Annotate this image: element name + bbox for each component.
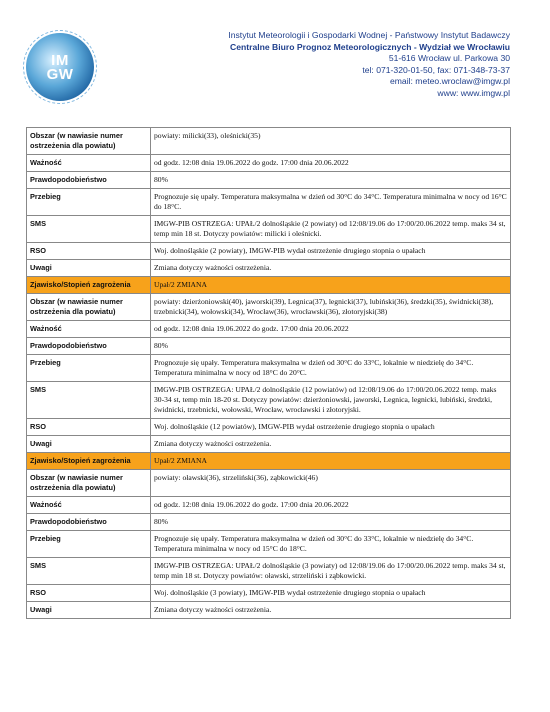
logo-text-top: IM — [51, 52, 69, 69]
imgw-logo-icon — [26, 33, 94, 101]
table-row — [27, 128, 511, 155]
table-row — [27, 260, 511, 277]
institute-name: Instytut Meteorologii i Gospodarki Wodnej - Państwowy Instytut Badawczy — [228, 30, 510, 40]
document-header — [0, 0, 550, 128]
table-row — [27, 470, 511, 497]
row-label: Prawdopodobieństwo — [27, 514, 151, 531]
table-row — [27, 419, 511, 436]
row-value: Woj. dolnośląskie (2 powiaty), IMGW-PIB wydał ostrzeżenie drugiego stopnia o upałach — [151, 243, 511, 260]
phone-fax: tel: 071-320-01-50, fax: 071-348-73-37 — [362, 64, 510, 75]
row-label: RSO — [27, 585, 151, 602]
table-row — [27, 382, 511, 419]
institute-info — [228, 30, 510, 99]
row-label: SMS — [27, 382, 151, 419]
table-row — [27, 602, 511, 619]
row-label: Uwagi — [27, 436, 151, 453]
warning-table — [26, 127, 511, 619]
row-label: Obszar (w nawiasie numer ostrzeżenia dla powiatu) — [27, 470, 151, 497]
row-value: powiaty: oławski(36), strzeliński(36), ząbkowicki(46) — [151, 470, 511, 497]
table-row — [27, 189, 511, 216]
row-value: 80% — [151, 514, 511, 531]
row-value: IMGW-PIB OSTRZEGA: UPAŁ/2 dolnośląskie (3 powiaty) od 12:08/19.06 do 17:00/20.06.2022 temp. maks 34 st, temp min 18 st. Dotyczy powiatów: oławski, strzeliński i ząbkowicki. — [151, 558, 511, 585]
table-row — [27, 338, 511, 355]
row-label: Ważność — [27, 497, 151, 514]
website: www: www.imgw.pl — [437, 87, 510, 98]
row-label: Ważność — [27, 155, 151, 172]
row-value: Prognozuje się upały. Temperatura maksymalna w dzień od 30°C do 33°C, lokalnie w niedzielę do 34°C. Temperatura minimalna w nocy od 15°C do 18°C. — [151, 531, 511, 558]
row-value: IMGW-PIB OSTRZEGA: UPAŁ/2 dolnośląskie (12 powiatów) od 12:08/19.06 do 17:00/20.06.2022 temp. maks 30-34 st, temp min 18-20 st. Dotyczy powiatów: dzierżoniowski, jaworski, Legnica, legnicki, lubiński, średzki, świdnicki, trzebnicki, wołowski, Wrocław, wrocławski i złotoryjski. — [151, 382, 511, 419]
row-value: Zmiana dotyczy ważności ostrzeżenia. — [151, 602, 511, 619]
row-label: Zjawisko/Stopień zagrożenia — [27, 277, 151, 294]
row-value: Upał/2 ZMIANA — [151, 277, 511, 294]
row-value: Zmiana dotyczy ważności ostrzeżenia. — [151, 436, 511, 453]
row-label: Przebieg — [27, 355, 151, 382]
row-label: Obszar (w nawiasie numer ostrzeżenia dla powiatu) — [27, 128, 151, 155]
row-value: od godz. 12:08 dnia 19.06.2022 do godz. 17:00 dnia 20.06.2022 — [151, 497, 511, 514]
row-label: Uwagi — [27, 260, 151, 277]
row-label: Ważność — [27, 321, 151, 338]
address: 51-616 Wrocław ul. Parkowa 30 — [388, 53, 510, 63]
row-value: Prognozuje się upały. Temperatura maksymalna w dzień od 30°C do 34°C. Temperatura minimalna w nocy od 16°C do 18°C. — [151, 189, 511, 216]
row-value: powiaty: milicki(33), oleśnicki(35) — [151, 128, 511, 155]
table-row — [27, 321, 511, 338]
row-label: RSO — [27, 243, 151, 260]
table-row — [27, 514, 511, 531]
table-row — [27, 436, 511, 453]
table-row — [27, 558, 511, 585]
row-label: Prawdopodobieństwo — [27, 338, 151, 355]
table-row — [27, 243, 511, 260]
row-value: IMGW-PIB OSTRZEGA: UPAŁ/2 dolnośląskie (2 powiaty) od 12:08/19.06 do 17:00/20.06.2022 temp. maks 34 st, temp min 18 st. Dotyczy powiatów: milicki i oleśnicki. — [151, 216, 511, 243]
table-row — [27, 585, 511, 602]
row-label: Uwagi — [27, 602, 151, 619]
row-value: 80% — [151, 338, 511, 355]
row-value: od godz. 12:08 dnia 19.06.2022 do godz. 17:00 dnia 20.06.2022 — [151, 321, 511, 338]
row-value: od godz. 12:08 dnia 19.06.2022 do godz. 17:00 dnia 20.06.2022 — [151, 155, 511, 172]
logo-text-bottom: GW — [46, 66, 74, 83]
row-label: Obszar (w nawiasie numer ostrzeżenia dla powiatu) — [27, 294, 151, 321]
table-row — [27, 355, 511, 382]
logo-text — [26, 54, 94, 82]
row-label: RSO — [27, 419, 151, 436]
row-value: Zmiana dotyczy ważności ostrzeżenia. — [151, 260, 511, 277]
table-row — [27, 531, 511, 558]
row-label: Przebieg — [27, 531, 151, 558]
table-row — [27, 155, 511, 172]
row-label: Prawdopodobieństwo — [27, 172, 151, 189]
row-value: Woj. dolnośląskie (3 powiaty), IMGW-PIB wydał ostrzeżenie drugiego stopnia o upałach — [151, 585, 511, 602]
email: email: meteo.wroclaw@imgw.pl — [389, 76, 510, 86]
row-label: Przebieg — [27, 189, 151, 216]
table-row — [27, 172, 511, 189]
row-value: Upał/2 ZMIANA — [151, 453, 511, 470]
row-value: 80% — [151, 172, 511, 189]
row-value: Woj. dolnośląskie (12 powiatów), IMGW-PIB wydał ostrzeżenie drugiego stopnia o upałach — [151, 419, 511, 436]
table-row — [27, 216, 511, 243]
row-value: powiaty: dzierżoniowski(40), jaworski(39), Legnica(37), legnicki(37), lubiński(36), średzki(35), świdnicki(38), trzebnicki(34), wołowski(34), Wrocław(36), wrocławski(36), złotoryjski(38) — [151, 294, 511, 321]
row-label: SMS — [27, 558, 151, 585]
table-row — [27, 497, 511, 514]
row-value: Prognozuje się upały. Temperatura maksymalna w dzień od 30°C do 33°C, lokalnie w niedzielę do 34°C. Temperatura minimalna w nocy od 18°C do 20°C. — [151, 355, 511, 382]
row-label: Zjawisko/Stopień zagrożenia — [27, 453, 151, 470]
row-label: SMS — [27, 216, 151, 243]
table-row — [27, 453, 511, 470]
table-row — [27, 294, 511, 321]
table-row — [27, 277, 511, 294]
office-name: Centralne Biuro Prognoz Meteorologicznych - Wydział we Wrocławiu — [230, 41, 510, 52]
